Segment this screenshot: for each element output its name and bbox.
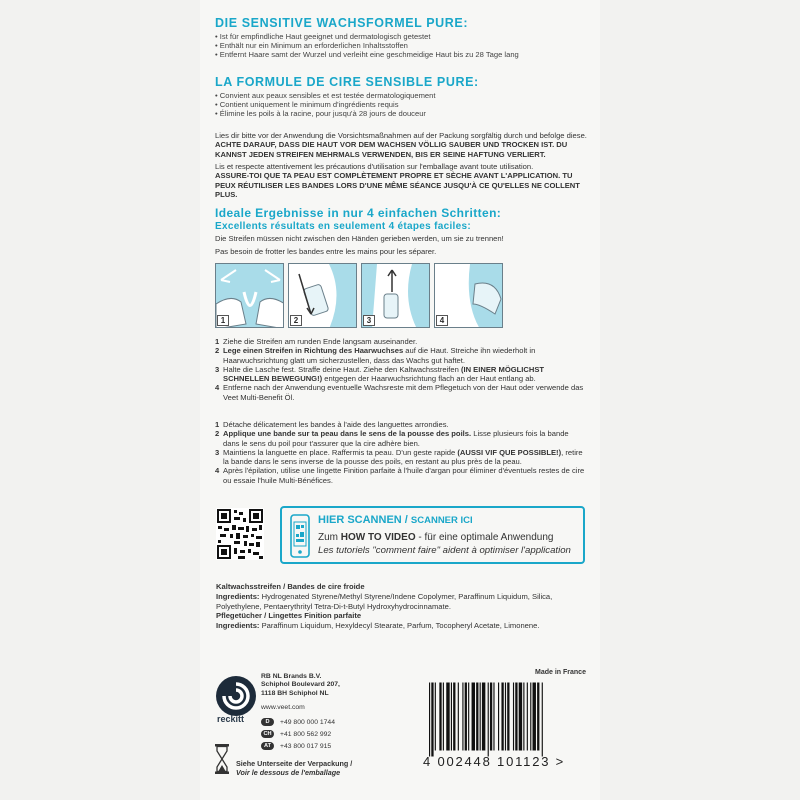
reckitt-logo-icon bbox=[215, 675, 257, 717]
company-address bbox=[261, 673, 340, 698]
phone-number: +41 800 562 992 bbox=[280, 730, 332, 738]
phone-row bbox=[261, 740, 335, 752]
fr-formula-bullets bbox=[215, 91, 585, 118]
de-bullet: • Entfernt Haare samt der Wurzel und verleiht eine geschmeidige Haut bis zu 28 Tage lang bbox=[215, 50, 585, 59]
phone-number: +43 800 017 915 bbox=[280, 742, 332, 750]
fr-formula-section bbox=[215, 75, 585, 118]
step-illustration-4 bbox=[434, 263, 503, 328]
results-note-fr: Pas besoin de frotter les bandes entre les mains pour les séparer. bbox=[215, 247, 437, 257]
how-to-video-scan-box[interactable] bbox=[280, 506, 585, 564]
step-fr-4: 4 Après l'épilation, utilise une lingette Finition parfaite à l'huile d'argan pour éliminer d'éventuels restes de cire ou essaie l'huile Multi-Bénéfices. bbox=[215, 466, 585, 485]
step-de-3: 3 Halte die Lasche fest. Straffe deine Haut. Ziehe den Kaltwachsstreifen (IN EINER MÖGLICHST SCHNELLEN BEWEGUNG!) entgegen der Haarwuchsrichtung flach an der Haut entlang ab. bbox=[215, 364, 545, 384]
de-warning-bold: ACHTE DARAUF, DASS DIE HAUT VOR DEM WACHSEN VÖLLIG SAUBER UND TROCKEN IST. DU KANNST JEDEN STREIFEN MEHRMALS VERWENDEN, BIS ER SEINE HAFTUNG VERLIERT. bbox=[215, 140, 568, 159]
results-title-de: Ideale Ergebnisse in nur 4 einfachen Schritten: bbox=[215, 206, 502, 220]
results-title-fr: Excellents résultats en seulement 4 étapes faciles: bbox=[215, 221, 471, 232]
de-formula-bullets bbox=[215, 32, 585, 59]
step-number: 4 bbox=[436, 315, 448, 326]
country-badge: AT bbox=[261, 742, 274, 750]
fr-bullet: • Contient uniquement le minimum d'ingrédients requis bbox=[215, 100, 585, 109]
country-badge: D bbox=[261, 718, 274, 726]
step-illustration-1 bbox=[215, 263, 284, 328]
phone-row bbox=[261, 716, 335, 728]
step-fr-1: 1 Détache délicatement les bandes à l'aide des languettes arrondies. bbox=[215, 420, 449, 429]
de-warning bbox=[215, 131, 587, 159]
results-note-de: Die Streifen müssen nicht zwischen den Händen gerieben werden, um sie zu trennen! bbox=[215, 234, 504, 243]
step-illustration-2 bbox=[288, 263, 357, 328]
de-formula-section bbox=[215, 16, 585, 59]
fr-warning-intro: Lis et respecte attentivement les précautions d'utilisation sur l'emballage avant toute utilisation. bbox=[215, 162, 534, 171]
step-de-1: 1 Ziehe die Streifen am runden Ende langsam auseinander. bbox=[215, 337, 418, 346]
company-name: RB NL Brands B.V. bbox=[261, 673, 322, 680]
strips-ingredients-title: Kaltwachsstreifen / Bandes de cire froide bbox=[216, 582, 365, 591]
see-underside-de: Siehe Unterseite der Verpackung / bbox=[236, 759, 353, 768]
barcode-number: 4 002448 101123 > bbox=[423, 754, 566, 769]
barcode-icon bbox=[423, 680, 583, 760]
steps-fr bbox=[215, 420, 587, 485]
step-number: 1 bbox=[217, 315, 229, 326]
qr-code-icon[interactable] bbox=[216, 508, 264, 560]
step-fr-3: 3 Maintiens la languette en place. Raffermis ta peau. D'un geste rapide (AUSSI VIF QUE POSSIBLE!), retire la bande dans le sens inverse de la pousse des poils, en restant au plus près de la peau. bbox=[215, 447, 583, 467]
step-de-4: 4 Entferne nach der Anwendung eventuelle Wachsreste mit dem Pflegetuch von der Haut oder verwende das Veet Multi-Benefit Öl. bbox=[215, 383, 584, 402]
fr-bullet: • Élimine les poils à la racine, pour jusqu'à 28 jours de douceur bbox=[215, 109, 585, 118]
phone-row bbox=[261, 728, 335, 740]
wipes-ingredients: Ingredients: Paraffinum Liquidum, Hexyldecyl Stearate, Parfum, Tocopheryl Acetate, Limonene. bbox=[216, 621, 540, 631]
wipes-ingredients-title: Pflegetücher / Lingettes Finition parfaite bbox=[216, 611, 362, 621]
de-warning-intro: Lies dir bitte vor der Anwendung die Vorsichtsmaßnahmen auf der Packung sorgfältig durch und befolge diese. bbox=[215, 131, 587, 140]
de-bullet: • Enthält nur ein Minimum an erforderlichen Inhaltsstoffen bbox=[215, 41, 585, 50]
fr-bullet: • Convient aux peaux sensibles et est testée dermatologiquement bbox=[215, 91, 585, 100]
fr-formula-title: LA FORMULE DE CIRE SENSIBLE PURE: bbox=[215, 75, 479, 89]
country-badge: CH bbox=[261, 730, 274, 738]
phone-number: +49 800 000 1744 bbox=[280, 718, 335, 726]
reckitt-brand-name: reckitt bbox=[217, 714, 245, 724]
step-de-2: 2 Lege einen Streifen in Richtung des Haarwuchses auf die Haut. Streiche ihn wiederholt in Haarwuchsrichtung glatt um sicherzustellen, dass das Wachs gut haftet. bbox=[215, 346, 536, 365]
step-number: 3 bbox=[363, 315, 375, 326]
see-underside-note bbox=[236, 759, 352, 777]
company-website[interactable]: www.veet.com bbox=[261, 704, 305, 711]
step-fr-2: 2 Applique une bande sur ta peau dans le sens de la pousse des poils. Lisse plusieurs fois la bande dans le sens du poil pour t'assurer que la cire adhère bien. bbox=[215, 429, 569, 448]
fr-warning-bold: ASSURE-TOI QUE TA PEAU EST COMPLÈTEMENT PROPRE ET SÈCHE AVANT L'APPLICATION. TU PEUX RÉUTILISER LES BANDES LORS D'UNE MÊME SÉANCE JUSQU'À CE QU'ELLES NE COLLENT PLUS. bbox=[215, 171, 580, 199]
scan-line-de: Zum HOW TO VIDEO - für eine optimale Anwendung bbox=[318, 532, 554, 543]
company-city: 1118 BH Schiphol NL bbox=[261, 689, 329, 697]
hourglass-icon bbox=[215, 744, 229, 774]
step-illustration-3 bbox=[361, 263, 430, 328]
strips-ingredients: Ingredients: Hydrogenated Styrene/Methyl Styrene/Indene Copolymer, Paraffinum Liquidum, Silica, Polyethylene, Pentaerythrityl Tetra-Di-t-Butyl Hydroxyhydrocinnamate. bbox=[216, 591, 553, 611]
step-illustrations bbox=[215, 263, 505, 328]
phone-scan-icon bbox=[290, 514, 310, 558]
scan-line-fr: Les tutoriels "comment faire" aident à optimiser l'application bbox=[318, 545, 571, 556]
results-section bbox=[215, 206, 587, 257]
made-in-label: Made in France bbox=[535, 669, 586, 676]
company-street: Schiphol Boulevard 207, bbox=[261, 681, 340, 689]
de-formula-title: DIE SENSITIVE WACHSFORMEL PURE: bbox=[215, 16, 469, 30]
scan-title: HIER SCANNEN / SCANNER ICI bbox=[318, 514, 473, 526]
step-number: 2 bbox=[290, 315, 302, 326]
de-bullet: • Ist für empfindliche Haut geeignet und dermatologisch getestet bbox=[215, 32, 585, 41]
fr-warning bbox=[215, 162, 587, 199]
company-phones bbox=[261, 716, 335, 752]
see-underside-fr: Voir le dessous de l'emballage bbox=[236, 768, 341, 777]
ingredients-section bbox=[216, 582, 586, 631]
steps-de bbox=[215, 337, 587, 402]
